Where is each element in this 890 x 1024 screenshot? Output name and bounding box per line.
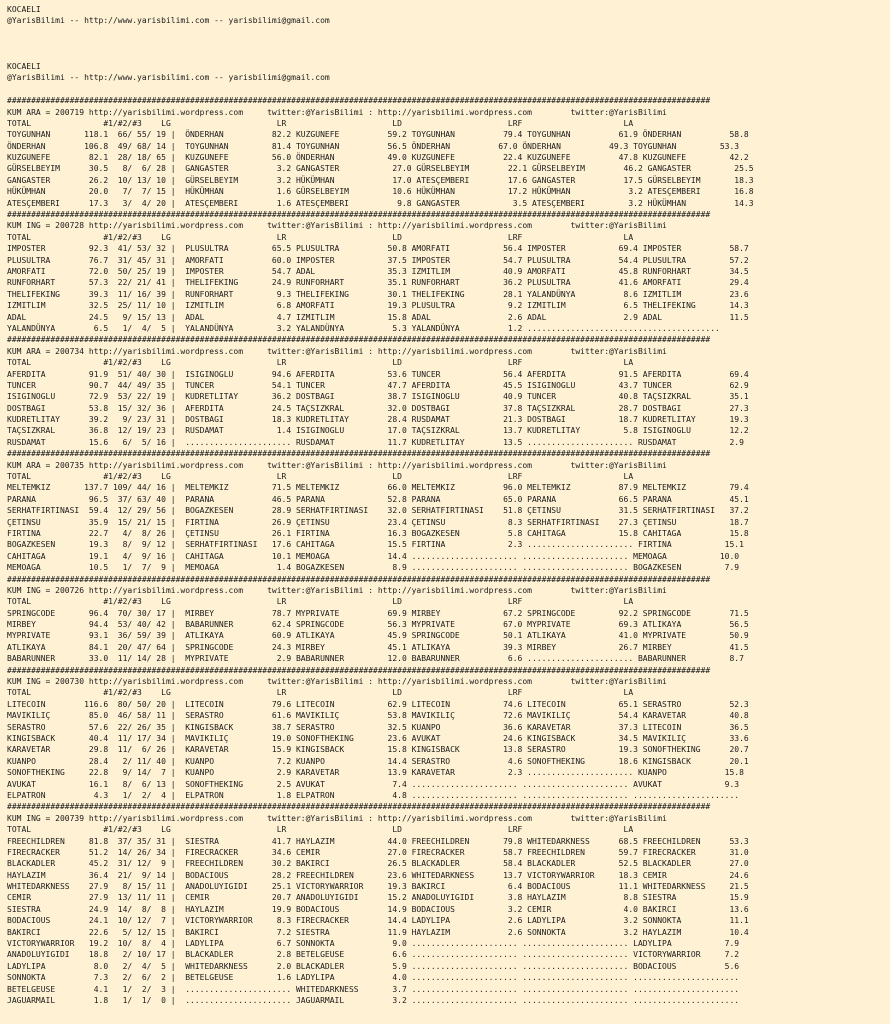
result-row: ÖNDERHAN 106.8 49/ 68/ 14 | TOYGUNHAN 81.4 TOYGUNHAN 56.5 ÖNDERHAN 67.0 ÖNDERHAN 49.3 TOYGUNHAN 53.3 — [7, 141, 740, 151]
result-row: KINGISBACK 40.4 11/ 17/ 34 | MAVIKILIÇ 19.0 SONOFTHEKING 23.6 AVUKAT 24.6 KINGISBACK 34.5 MAVIKILIÇ 33.6 — [7, 734, 749, 743]
result-row: JAGUARMAIL 1.8 1/ 1/ 0 | ...................... JAGUARMAIL 3.2 ...................... ...................... ...................... — [7, 995, 740, 1005]
result-row: ATLIKAYA 84.1 20/ 47/ 64 | SPRINGCODE 24.3 MIRBEY 45.1 ATLIKAYA 39.3 MIRBEY 26.7 MIRBEY 41.5 — [7, 642, 749, 652]
result-row: GANGASTER 26.2 10/ 13/ 10 | GÜRSELBEYIM 3.2 HÜKÜMHAN 17.0 ATESÇEMBERI 17.6 GANGASTER 17.5 GÜRSELBEYIM 18.3 — [7, 175, 754, 185]
result-row: MAVIKILIÇ 85.0 46/ 58/ 11 | SERASTRO 61.6 MAVIKILIÇ 53.8 MAVIKILIÇ 72.6 MAVIKILIÇ 54.4 KARAVETAR 40.8 — [7, 711, 749, 721]
result-row: KUZGUNEFE 82.1 28/ 18/ 65 | KUZGUNEFE 56.0 ÖNDERHAN 49.0 KUZGUNEFE 22.4 KUZGUNEFE 47.8 KUZGUNEFE 42.2 — [7, 153, 749, 163]
race-header: KUM ARA = 200735 http://yarisbilimi.wordpress.com twitter:@YarisBilimi : http://yarisbilimi.wordpress.com twitter:@YarisBilimi — [7, 460, 667, 470]
result-row: TOYGUNHAN 118.1 66/ 55/ 19 | ÖNDERHAN 82.2 KUZGUNEFE 59.2 TOYGUNHAN 79.4 TOYGUNHAN 61.9 ÖNDERHAN 58.8 — [7, 130, 749, 140]
blank-line — [7, 38, 890, 49]
section-separator: ################################################################################################################################################## — [7, 449, 711, 459]
section-separator: ################################################################################################################################################## — [7, 335, 711, 345]
section-separator: ################################################################################################################################################## — [7, 210, 711, 220]
race-header: KUM ARA = 200719 http://yarisbilimi.wordpress.com twitter:@YarisBilimi : http://yarisbilimi.wordpress.com twitter:@YarisBilimi — [7, 107, 667, 117]
result-row: RUSDAMAT 15.6 6/ 5/ 16 | ...................... RUSDAMAT 11.7 KUDRETLITAY 13.5 ...................... RUSDAMAT 2.9 — [7, 437, 744, 447]
result-row: BLACKADLER 45.2 31/ 12/ 9 | FREECHILDREN 30.2 BAKIRCI 26.5 BLACKADLER 58.4 BLACKADLER 52.5 BLACKADLER 27.0 — [7, 859, 749, 869]
city-title: KOCAELI — [7, 61, 41, 71]
section-separator: ################################################################################################################################################## — [7, 802, 711, 812]
race-header: KUM ARA = 200734 http://yarisbilimi.wordpress.com twitter:@YarisBilimi : http://yarisbilimi.wordpress.com twitter:@YarisBilimi — [7, 346, 667, 356]
result-row: AMORFATI 72.0 50/ 25/ 19 | IMPOSTER 54.7 ADAL 35.3 IZMITLIM 40.9 AMORFATI 45.8 RUNFORHART 34.5 — [7, 266, 749, 276]
section-separator: ################################################################################################################################################## — [7, 665, 711, 675]
result-row: SERASTRO 57.6 22/ 26/ 35 | KINGISBACK 38.7 SERASTRO 32.5 KUANPO 36.6 KARAVETAR 37.3 LITECOIN 36.5 — [7, 722, 749, 732]
result-row: VICTORYWARRIOR 19.2 10/ 8/ 4 | LADYLIPA 6.7 SONNOKTA 9.0 ...................... ...................... LADYLIPA 7.9 — [7, 939, 740, 949]
blank-line — [7, 84, 890, 95]
result-row: MYPRIVATE 93.1 36/ 59/ 39 | ATLIKAYA 60.9 ATLIKAYA 45.9 SPRINGCODE 50.1 ATLIKAYA 41.0 MYPRIVATE 50.9 — [7, 631, 749, 641]
result-row: BABARUNNER 33.0 11/ 14/ 28 | MYPRIVATE 2.9 BABARUNNER 12.0 BABARUNNER 6.6 ...................... BABARUNNER 8.7 — [7, 654, 744, 664]
result-row: AFERDITA 91.9 51/ 40/ 30 | ISIGINOGLU 94.6 AFERDITA 53.6 TUNCER 56.4 AFERDITA 91.5 AFERDITA 69.4 — [7, 369, 749, 379]
section-separator: ################################################################################################################################################## — [7, 96, 711, 106]
result-row: LITECOIN 116.6 80/ 50/ 20 | LITECOIN 79.6 LITECOIN 62.9 LITECOIN 74.6 LITECOIN 65.1 SERASTRO 52.3 — [7, 699, 749, 709]
result-row: ADAL 24.5 9/ 15/ 13 | ADAL 4.7 IZMITLIM 15.8 ADAL 2.6 ADAL 2.9 ADAL 11.5 — [7, 312, 749, 322]
result-row: DOSTBAGI 53.8 15/ 32/ 36 | AFERDITA 24.5 TAÇSIZKRAL 32.0 DOSTBAGI 37.8 TAÇSIZKRAL 28.7 DOSTBAGI 27.3 — [7, 403, 749, 413]
result-row: KUANPO 28.4 2/ 11/ 40 | KUANPO 7.2 KUANPO 14.4 SERASTRO 4.6 SONOFTHEKING 18.6 KINGISBACK 20.1 — [7, 756, 749, 766]
column-header: TOTAL #1/#2/#3 LG LR LD LRF LA — [7, 232, 634, 242]
result-row: LADYLIPA 8.0 2/ 4/ 5 | WHITEDARKNESS 2.0 BLACKADLER 5.9 ...................... ...................... BODACIOUS 5.6 — [7, 961, 740, 971]
city-title: KOCAELI — [7, 5, 41, 14]
result-row: FIRECRACKER 51.2 14/ 26/ 34 | FIRECRACKER 34.6 CEMIR 27.0 FIRECRACKER 58.7 FREECHILDREN 59.7 FIRECRACKER 31.0 — [7, 847, 749, 857]
result-row: PARANA 96.5 37/ 63/ 40 | PARANA 46.5 PARANA 52.8 PARANA 65.0 PARANA 66.5 PARANA 45.1 — [7, 494, 749, 504]
result-row: MIRBEY 94.4 53/ 40/ 42 | BABARUNNER 62.4 SPRINGCODE 56.3 MYPRIVATE 67.0 MYPRIVATE 69.3 ATLIKAYA 56.5 — [7, 620, 749, 630]
column-header: TOTAL #1/#2/#3 LG LR LD LRF LA — [7, 825, 634, 835]
column-header: TOTAL #1/#2/#3 LG LR LD LRF LA — [7, 688, 634, 698]
result-row: SPRINGCODE 96.4 70/ 30/ 17 | MIRBEY 78.7 MYPRIVATE 69.9 MIRBEY 67.2 SPRINGCODE 92.2 SPRINGCODE 71.5 — [7, 608, 749, 618]
column-header: TOTAL #1/#2/#3 LG LR LD LRF LA — [7, 597, 634, 607]
column-header: TOTAL #1/#2/#3 LG LR LD LRF LA — [7, 118, 634, 128]
result-row: BOGAZKESEN 19.3 8/ 9/ 12 | SERHATFIRTINASI 17.6 CAHITAGA 15.5 FIRTINA 2.3 ...................... FIRTINA 15.1 — [7, 540, 744, 550]
result-row: ISIGINOGLU 72.9 53/ 22/ 19 | KUDRETLITAY 36.2 DOSTBAGI 38.7 ISIGINOGLU 40.9 TUNCER 40.8 TAÇSIZKRAL 35.1 — [7, 392, 749, 402]
result-row: FIRTINA 22.7 4/ 8/ 26 | ÇETINSU 26.1 FIRTINA 16.3 BOGAZKESEN 5.8 CAHITAGA 15.8 CAHITAGA 15.8 — [7, 528, 749, 538]
result-row: MELTEMKIZ 137.7 109/ 44/ 16 | MELTEMKIZ 71.5 MELTEMKIZ 66.0 MELTEMKIZ 96.0 MELTEMKIZ 87.9 MELTEMKIZ 79.4 — [7, 483, 749, 493]
result-row: ANADOLUYIGIDI 18.8 2/ 10/ 17 | BLACKADLER 2.8 BETELGEUSE 6.6 ...................... ...................... VICTORYWARRIOR 7.2 — [7, 950, 740, 960]
result-row: BODACIOUS 24.1 10/ 12/ 7 | VICTORYWARRIOR 8.3 FIRECRACKER 14.4 LADYLIPA 2.6 LADYLIPA 3.2 SONNOKTA 11.1 — [7, 916, 749, 926]
result-row: GÜRSELBEYIM 30.5 8/ 6/ 28 | GANGASTER 3.2 GANGASTER 27.0 GÜRSELBEYIM 22.1 GÜRSELBEYIM 46.2 GANGASTER 25.5 — [7, 164, 754, 174]
result-row: WHITEDARKNESS 27.9 8/ 15/ 11 | ANADOLUYIGIDI 25.1 VICTORYWARRIOR 19.3 BAKIRCI 6.4 BODACIOUS 11.1 WHITEDARKNESS 21.5 — [7, 882, 749, 892]
result-row: HAYLAZIM 36.4 21/ 9/ 14 | BODACIOUS 28.2 FREECHILDREN 23.6 WHITEDARKNESS 13.7 VICTORYWARRIOR 18.3 CEMIR 24.6 — [7, 870, 749, 880]
result-row: PLUSULTRA 76.7 31/ 45/ 31 | AMORFATI 60.0 IMPOSTER 37.5 IMPOSTER 54.7 PLUSULTRA 54.4 PLUSULTRA 57.2 — [7, 255, 749, 265]
race-header: KUM ING = 200726 http://yarisbilimi.wordpress.com twitter:@YarisBilimi : http://yarisbilimi.wordpress.com twitter:@YarisBilimi — [7, 585, 667, 595]
contact-line: @YarisBilimi -- http://www.yarisbilimi.com -- yarisbilimi@gmail.com — [7, 73, 330, 83]
result-row: SONOFTHEKING 22.8 9/ 14/ 7 | KUANPO 2.9 KARAVETAR 13.9 KARAVETAR 2.3 ...................... KUANPO 15.8 — [7, 768, 744, 778]
result-row: SERHATFIRTINASI 59.4 12/ 29/ 56 | BOGAZKESEN 28.9 SERHATFIRTINASI 32.0 SERHATFIRTINASI 51.8 ÇETINSU 31.5 SERHATFIRTINASI 37.2 — [7, 506, 749, 516]
result-row: KUDRETLITAY 39.2 9/ 23/ 31 | DOSTBAGI 18.3 KUDRETLITAY 28.4 RUSDAMAT 21.3 DOSTBAGI 18.7 KUDRETLITAY 19.3 — [7, 415, 749, 425]
result-row: KARAVETAR 29.8 11/ 6/ 26 | KARAVETAR 15.9 KINGISBACK 15.8 KINGISBACK 13.8 SERASTRO 19.3 SONOFTHEKING 20.7 — [7, 745, 749, 755]
blank-line — [7, 27, 890, 38]
result-row: FREECHILDREN 81.8 37/ 35/ 31 | SIESTRA 41.7 HAYLAZIM 44.0 FREECHILDREN 79.8 WHITEDARKNESS 68.5 FREECHILDREN 53.3 — [7, 836, 749, 846]
result-row: MEMOAGA 10.5 1/ 7/ 9 | MEMOAGA 1.4 BOGAZKESEN 8.9 ...................... ...................... BOGAZKESEN 7.9 — [7, 563, 740, 573]
result-row: THELIFEKING 39.3 11/ 16/ 39 | RUNFORHART 9.3 THELIFEKING 30.1 THELIFEKING 28.1 YALANDÜNYA 8.6 IZMITLIM 23.6 — [7, 289, 749, 299]
header-block — [7, 4, 890, 95]
result-row: RUNFORHART 57.3 22/ 21/ 41 | THELIFEKING 24.9 RUNFORHART 35.1 RUNFORHART 36.2 PLUSULTRA 41.6 AMORFATI 29.4 — [7, 278, 749, 288]
column-header: TOTAL #1/#2/#3 LG LR LD LRF LA — [7, 358, 634, 368]
race-report — [7, 95, 890, 1006]
result-row: AVUKAT 16.1 8/ 6/ 13 | SONOFTHEKING 2.5 AVUKAT 7.4 ...................... ...................... AVUKAT 9.3 — [7, 779, 740, 789]
race-header: KUM ING = 200728 http://yarisbilimi.wordpress.com twitter:@YarisBilimi : http://yarisbilimi.wordpress.com twitter:@YarisBilimi — [7, 221, 667, 231]
result-row: TAÇSIZKRAL 36.8 12/ 19/ 23 | RUSDAMAT 1.4 ISIGINOGLU 17.0 TAÇSIZKRAL 13.7 KUDRETLITAY 5.8 ISIGINOGLU 12.2 — [7, 426, 749, 436]
result-row: ELPATRON 4.3 1/ 2/ 4 | ELPATRON 1.8 ELPATRON 4.8 ...................... ...................... ...................... — [7, 790, 740, 800]
contact-line: @YarisBilimi -- http://www.yarisbilimi.com -- yarisbilimi@gmail.com — [7, 16, 330, 26]
result-row: BAKIRCI 22.6 5/ 12/ 15 | BAKIRCI 7.2 SIESTRA 11.9 HAYLAZIM 2.6 SONNOKTA 3.2 HAYLAZIM 10.4 — [7, 927, 749, 937]
column-header: TOTAL #1/#2/#3 LG LR LD LRF LA — [7, 472, 634, 482]
race-header: KUM ING = 200730 http://yarisbilimi.wordpress.com twitter:@YarisBilimi : http://yarisbilimi.wordpress.com twitter:@YarisBilimi — [7, 677, 667, 687]
result-row: ATESÇEMBERI 17.3 3/ 4/ 20 | ATESÇEMBERI 1.6 ATESÇEMBERI 9.8 GANGASTER 3.5 ATESÇEMBERI 3.2 HÜKÜMHAN 14.3 — [7, 198, 754, 208]
result-row: CAHITAGA 19.1 4/ 9/ 16 | CAHITAGA 10.1 MEMOAGA 14.4 ...................... ...................... MEMOAGA 10.0 — [7, 551, 740, 561]
result-row: IZMITLIM 32.5 25/ 11/ 10 | IZMITLIM 6.8 AMORFATI 19.3 PLUSULTRA 9.2 IZMITLIM 6.5 THELIFEKING 14.3 — [7, 301, 749, 311]
result-row: ÇETINSU 35.9 15/ 21/ 15 | FIRTINA 26.9 ÇETINSU 23.4 ÇETINSU 8.3 SERHATFIRTINASI 27.3 ÇETINSU 18.7 — [7, 517, 749, 527]
blank-line — [7, 50, 890, 61]
result-row: CEMIR 27.9 13/ 11/ 11 | CEMIR 20.7 ANADOLUYIGIDI 15.2 ANADOLUYIGIDI 3.8 HAYLAZIM 8.8 SIESTRA 15.9 — [7, 893, 749, 903]
result-row: SIESTRA 24.9 14/ 8/ 8 | HAYLAZIM 19.9 BODACIOUS 14.9 BODACIOUS 3.2 CEMIR 4.0 BAKIRCI 13.6 — [7, 904, 749, 914]
section-separator: ################################################################################################################################################## — [7, 574, 711, 584]
race-header: KUM ING = 200739 http://yarisbilimi.wordpress.com twitter:@YarisBilimi : http://yarisbilimi.wordpress.com twitter:@YarisBilimi — [7, 813, 667, 823]
result-row: SONNOKTA 7.3 2/ 6/ 2 | BETELGEUSE 1.6 LADYLIPA 4.0 ...................... ...................... ...................... — [7, 973, 740, 983]
result-row: TUNCER 90.7 44/ 49/ 35 | TUNCER 54.1 TUNCER 47.7 AFERDITA 45.5 ISIGINOGLU 43.7 TUNCER 62.9 — [7, 380, 749, 390]
result-row: HÜKÜMHAN 20.0 7/ 7/ 15 | HÜKÜMHAN 1.6 GÜRSELBEYIM 10.6 HÜKÜMHAN 17.2 HÜKÜMHAN 3.2 ATESÇEMBERI 16.8 — [7, 187, 754, 197]
result-row: YALANDÜNYA 6.5 1/ 4/ 5 | YALANDÜNYA 3.2 YALANDÜNYA 5.3 YALANDÜNYA 1.2 ........................................ — [7, 323, 720, 333]
result-row: IMPOSTER 92.3 41/ 53/ 32 | PLUSULTRA 65.5 PLUSULTRA 50.8 AMORFATI 56.4 IMPOSTER 69.4 IMPOSTER 58.7 — [7, 244, 749, 254]
result-row: BETELGEUSE 4.1 1/ 2/ 3 | ...................... WHITEDARKNESS 3.7 ...................... ...................... ...................... — [7, 984, 740, 994]
